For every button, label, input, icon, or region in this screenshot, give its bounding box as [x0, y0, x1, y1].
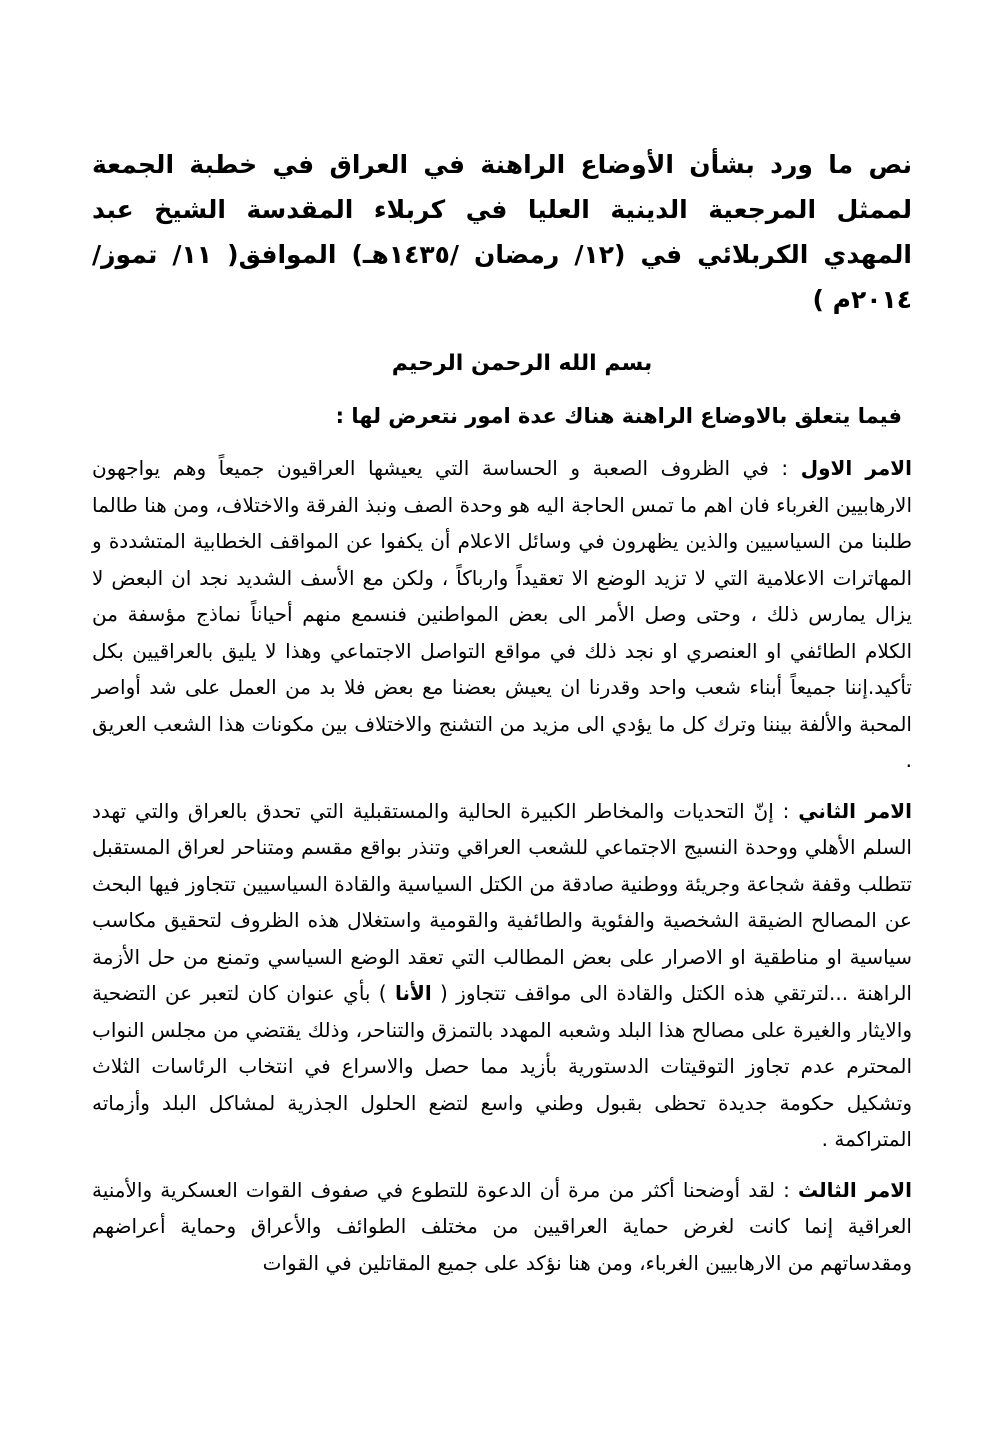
- section-text-before: إنّ التحديات والمخاطر الكبيرة الحالية والمستقبلية التي تحدق بالعراق والتي تهدد السلم الأهلي ووحدة النسيج الاجتماعي للشعب العراقي وتنذر بواقع مقسم ومتناحر لعراق المستقبل تتطلب وقفة شجاعة وجريئة ووطنية صادقة من الكتل السياسية والقادة السياسيين تتجاوز فيها البحث عن المصالح الضيقة الشخصية والفئوية والطائفية والقومية واستغلال هذه الظروف لتحقيق مكاسب سياسية او مناطقية او الاصرار على بعض المطالب التي تعقد الوضع السياسي وتمنع من حل الأزمة الراهنة ...لترتقي هذه الكتل والقادة الى مواقف تتجاوز (: [92, 798, 912, 1005]
- section-text: في الظروف الصعبة و الحساسة التي يعيشها العراقيون جميعاً وهم يواجهون الارهابيين الغرباء فان اهم ما تمس الحاجة اليه هو وحدة الصف ونبذ الفرقة والاختلاف، ومن هنا طالما طلبنا من السياسيين والذين يظهرون في وسائل الاعلام أن يكفوا عن المواقف الخطابية المتشددة و المهاترات الاعلامية التي لا تزيد الوضع الا تعقيداً وارباكاً ، ولكن مع الأسف الشديد نجد ان البعض لا يزال يمارس ذلك ، وحتى وصل الأمر الى بعض المواطنين فنسمع منهم أحياناً نماذج مؤسفة من الكلام الطائفي او العنصري او نجد ذلك في مواقع التواصل الاجتماعي وهذا لا يليق بالعراقيين بكل تأكيد.إننا جميعاً أبناء شعب واحد وقدرنا ان يعيش بعضنا مع بعض فلا بد من العمل على شد أواصر المحبة والألفة بيننا وترك كل ما يؤدي الى مزيد من التشنج والاختلاف بين مكونات هذا الشعب العريق .: [92, 456, 912, 772]
- section-first-matter: [92, 450, 912, 779]
- section-label: الامر الثاني: [798, 798, 912, 823]
- document-page: [92, 142, 912, 1281]
- basmala-heading: بسم الله الرحمن الرحيم: [391, 351, 653, 376]
- section-text: لقد أوضحنا أكثر من مرة أن الدعوة للتطوع في صفوف القوات العسكرية والأمنية العراقية إنما كانت لغرض حماية العراقيين من مختلف الطوائف والأعراق وحماية أعراضهم ومقدساتهم من الارهابيين الغرباء، ومن هنا نؤكد على جميع المقاتلين في القوات: [92, 1177, 912, 1275]
- section-label: الامر الاول: [800, 456, 912, 480]
- section-text-after: ) بأي عنوان كان لتعبر عن التضحية والايثار والغيرة على مصالح هذا البلد وشعبه المهدد بالتمزق والتناحر، وذلك يقتضي من مجلس النواب المحترم عدم تجاوز التوقيتات الدستورية بأزيد مما حصل والاسراع في انتخاب الرئاسات الثلاث وتشكيل حكومة جديدة تحظى بقبول وطني واسع لتضع الحلول الجذرية لمشاكل البلد وأزماته المتراكمة .: [92, 981, 912, 1151]
- section-emphasis: الأنا: [394, 981, 432, 1005]
- intro-line: فيما يتعلق بالاوضاع الراهنة هناك عدة امور نتعرض لها :: [335, 404, 902, 428]
- section-separator: :: [773, 798, 799, 823]
- section-second-matter: [92, 793, 912, 1158]
- section-separator: :: [774, 1177, 798, 1202]
- document-title: نص ما ورد بشأن الأوضاع الراهنة في العراق في خطبة الجمعة لممثل المرجعية الدينية العليا في كربلاء المقدسة الشيخ عبد المهدي الكربلائي في (١٢/ رمضان /١٤٣٥هـ) الموافق( ١١/ تموز/٢٠١٤م ): [92, 150, 912, 314]
- section-third-matter: [92, 1172, 912, 1282]
- section-label: الامر الثالث: [797, 1177, 913, 1202]
- section-separator: :: [768, 456, 801, 480]
